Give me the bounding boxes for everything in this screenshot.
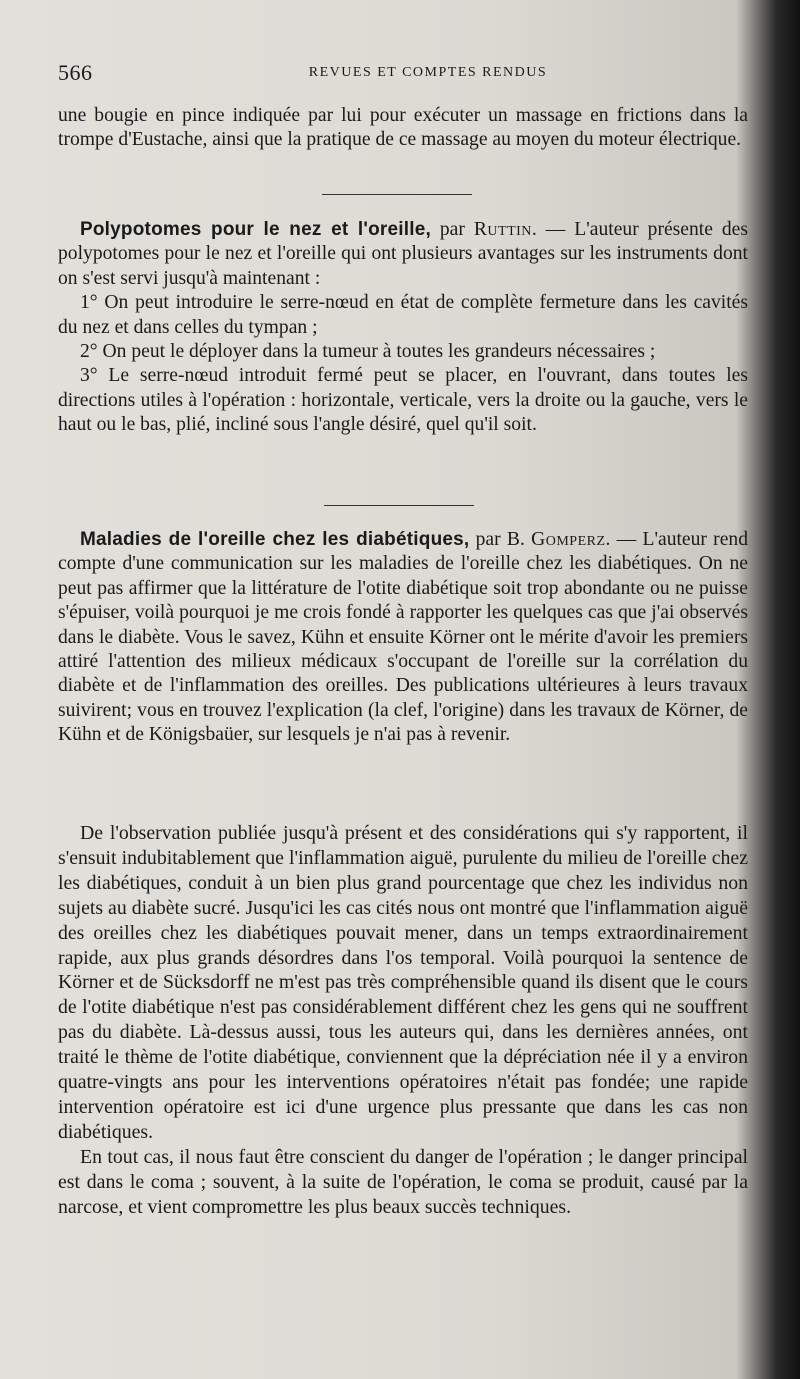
section-divider (324, 505, 474, 506)
article-by: par B. (469, 529, 532, 550)
intro-paragraph (58, 104, 748, 153)
article-diabetiques-continued (58, 821, 748, 1220)
article-lead-paragraph (58, 528, 748, 748)
intro-text: une bougie en pince indiquée par lui pour exécuter un massage en frictions dans la trompe d'Eustache, ainsi que la pratique de ce massage au moyen du moteur électrique. (58, 105, 748, 151)
article-lead: . — L'auteur présente des polypotomes pour le nez et l'oreille qui ont plusieurs avantages sur les instruments dont on s'est servi jusqu'à maintenant : (58, 219, 748, 289)
list-item: 2° On peut le déployer dans la tumeur à toutes les grandeurs nécessaires ; (80, 341, 656, 363)
article-author: Ruttin (473, 219, 532, 240)
list-item: 3° Le serre-nœud introduit fermé peut se placer, en l'ouvrant, dans toutes les directions utiles à l'opération : horizontale, verticale, vers la droite ou la gauche, vers le haut ou le bas, plié, incliné sous l'angle désiré, quel qu'il soit. (58, 365, 748, 436)
page-number: 566 (58, 60, 93, 85)
article-title: Polypotomes pour le nez et l'oreille, (80, 219, 431, 240)
article-lead: . — L'auteur rend compte d'une communication sur les maladies de l'oreille chez les diabétiques. On ne peut pas affirmer que la littérature de l'otite diabétique soit trop abondante ou ne puisse s'épuiser, voilà pourquoi je me crois fondé à rapporter les quelques cas que j'ai observés dans le diabète. Vous le savez, Kühn et ensuite Körner ont le mérite d'avoir les premiers attiré l'attention des milieux médicaux s'occupant de l'oreille sur la corrélation du diabète et de l'inflammation des oreilles. Des publications ultérieures à leurs travaux suivirent; vous en trouvez l'explication (la clef, l'origine) dans les travaux de Körner, de Kühn et de Königsbaüer, sur lesquels je n'ai pas à revenir. (58, 529, 748, 746)
article-diabetiques (58, 528, 748, 748)
section-divider (322, 194, 472, 195)
body-paragraph: De l'observation publiée jusqu'à présent et des considérations qui s'y rapportent, il s'ensuit indubitablement que l'inflammation aiguë, purulente du milieu de l'oreille chez les diabétiques, conduit à un bien plus grand pourcentage que chez les individus non sujets au diabète sucré. Jusqu'ici les cas cités nous ont montré que l'inflammation aiguë des oreilles chez les diabétiques pouvait mener, dans un temps extraordinairement rapide, aux plus grands désordres dans l'os temporal. Voilà pourquoi la sentence de Körner et de Sücksdorff ne m'est pas très compréhensible quand ils disent que le cours de l'otite diabétique n'est pas considérablement différent chez les gens qui ne souffrent pas du diabète. Là-dessus aussi, tous les auteurs qui, dans les dernières années, ont traité le thème de l'otite diabétique, conviennent que la dépréciation née il y a environ quatre-vingts ans pour les interventions opératoires n'était pas fondée; une rapide intervention opératoire est ici d'une urgence plus pressante que dans les cas non diabétiques. (58, 822, 748, 1143)
body-paragraph: En tout cas, il nous faut être conscient du danger de l'opération ; le danger principal est dans le coma ; souvent, à la suite de l'opération, le coma se produit, causé par la narcose, et vient compromettre les plus beaux succès techniques. (58, 1145, 748, 1218)
article-polypotomes (58, 218, 748, 438)
article-by: par (430, 219, 474, 240)
article-lead-paragraph (58, 218, 748, 291)
list-item: 1° On peut introduire le serre-nœud en état de complète fermeture dans les cavités du nez et dans celles du tympan ; (58, 292, 748, 338)
article-author: Gomperz (531, 529, 606, 550)
running-head: REVUES ET COMPTES RENDUS (308, 65, 548, 80)
page-header (58, 60, 748, 94)
article-title: Maladies de l'oreille chez les diabétiques, (80, 529, 470, 550)
